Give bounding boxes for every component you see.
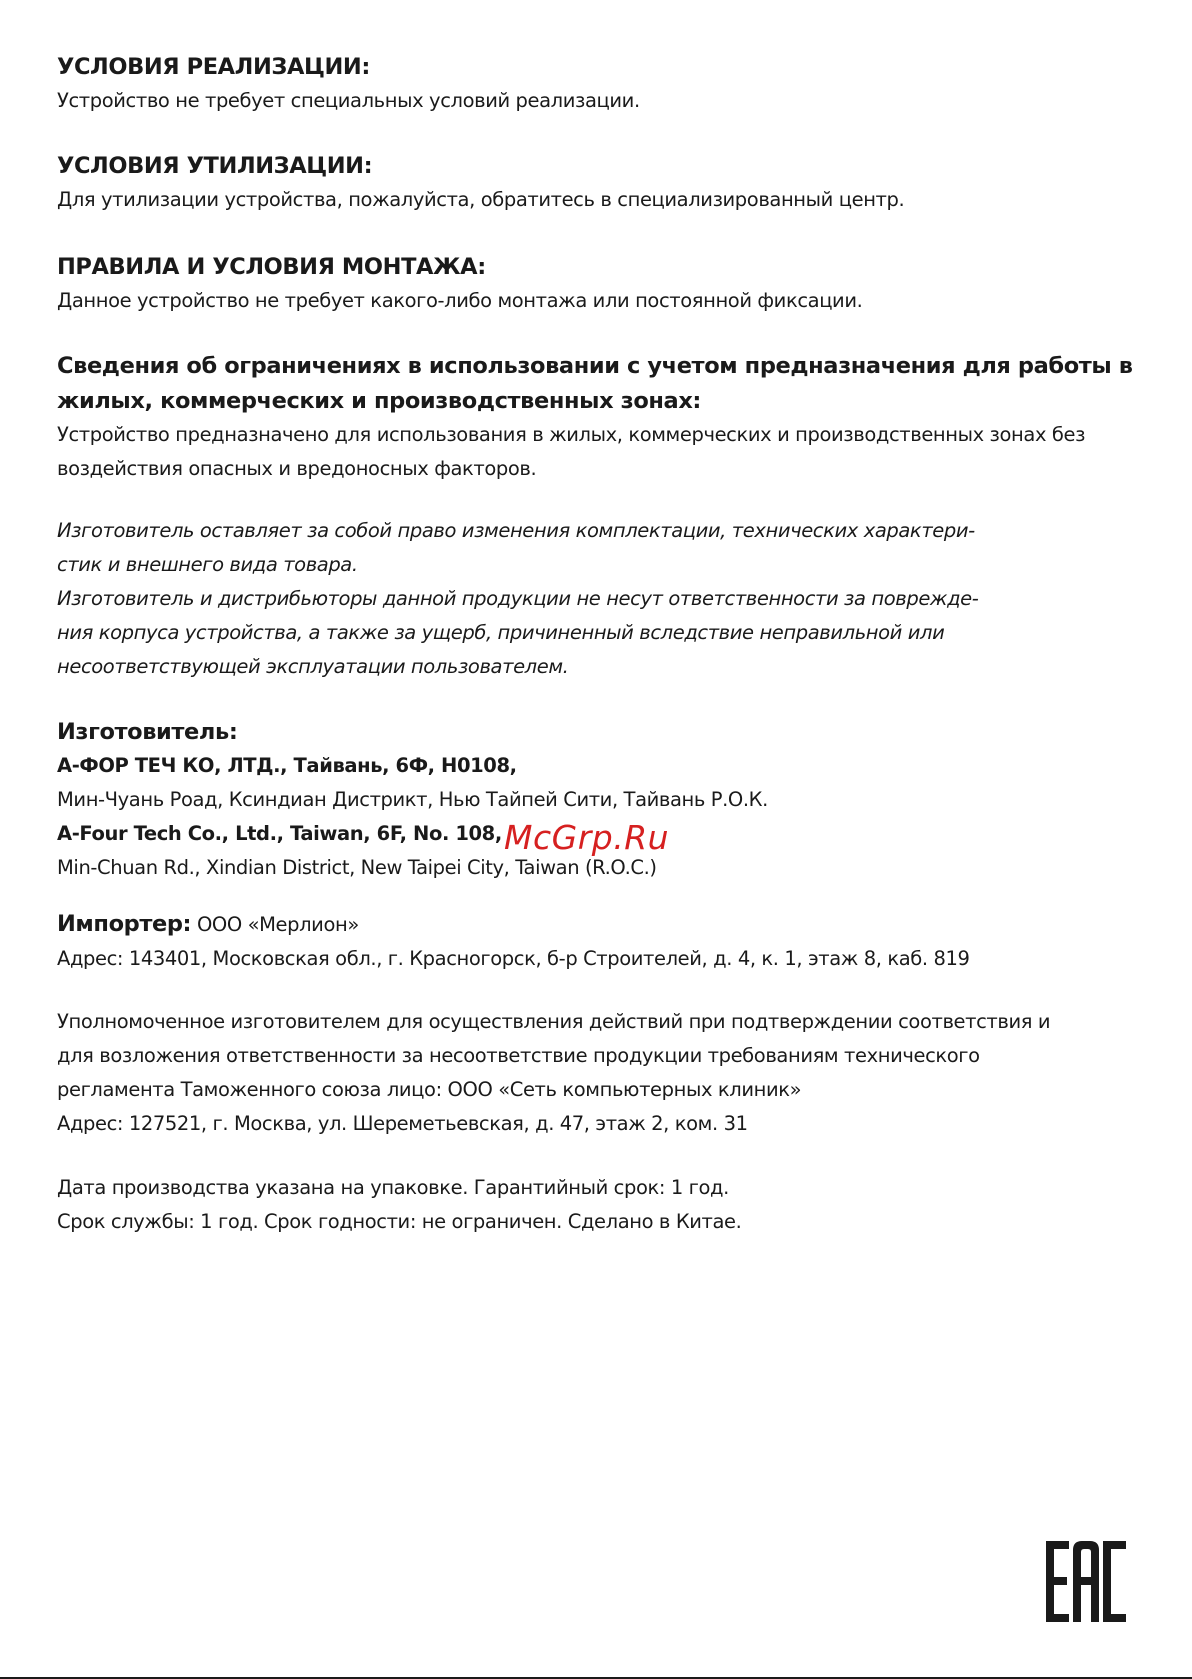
- authorized-address: Адрес: 127521, г. Москва, ул. Шереметьевская, д. 47, этаж 2, ком. 31: [57, 1112, 748, 1135]
- production-line: Срок службы: 1 год. Срок годности: не ограничен. Сделано в Китае.: [57, 1210, 742, 1233]
- importer: [57, 907, 1137, 976]
- section-mounting: [57, 250, 1137, 318]
- importer-name: ООО «Мерлион»: [191, 913, 359, 936]
- manufacturer-label: Изготовитель:: [57, 719, 238, 745]
- section-disposal: [57, 149, 1137, 217]
- manufacturer-line: А-ФОР ТЕЧ КО, ЛТД., Тайвань, 6Ф, Н0108,: [57, 754, 517, 777]
- section-heading-line: Сведения об ограничениях в использовании с учетом предназначения для работы в: [57, 353, 1133, 379]
- authorized-person: [57, 1005, 1137, 1141]
- authorized-line: Уполномоченное изготовителем для осуществления действий при подтверждении соответствия и: [57, 1010, 1051, 1033]
- section-text-line: Устройство предназначено для использования в жилых, коммерческих и производственных зонах без: [57, 423, 1086, 446]
- authorized-line: для возложения ответственности за несоответствие продукции требованиям технического: [57, 1044, 980, 1067]
- section-heading: УСЛОВИЯ УТИЛИЗАЦИИ:: [57, 153, 373, 179]
- manufacturer: [57, 715, 1137, 885]
- watermark: McGrp.Ru: [504, 818, 670, 857]
- manufacturer-line: Мин-Чуань Роад, Ксиндиан Дистрикт, Нью Тайпей Сити, Тайвань Р.О.К.: [57, 788, 768, 811]
- section-text: Устройство не требует специальных условий реализации.: [57, 89, 640, 112]
- disclaimer-line: стик и внешнего вида товара.: [57, 553, 358, 576]
- authorized-line: регламента Таможенного союза лицо: ООО «Сеть компьютерных клиник»: [57, 1078, 802, 1101]
- disclaimer-line: несоответствующей эксплуатации пользователем.: [57, 655, 569, 678]
- section-sale: [57, 50, 1137, 118]
- section-text-line: воздействия опасных и вредоносных факторов.: [57, 457, 537, 480]
- section-heading-line: жилых, коммерческих и производственных зонах:: [57, 388, 702, 414]
- disclaimer-line: ния корпуса устройства, а также за ущерб, причиненный вследствие неправильной или: [57, 621, 945, 644]
- disclaimer-line: Изготовитель оставляет за собой право изменения комплектации, технических характери-: [57, 519, 975, 542]
- importer-label: Импортер:: [57, 911, 192, 937]
- eac-mark-icon: [1046, 1541, 1126, 1622]
- manufacturer-line: Min-Chuan Rd., Xindian District, New Taipei City, Taiwan (R.O.C.): [57, 856, 657, 879]
- section-heading: ПРАВИЛА И УСЛОВИЯ МОНТАЖА:: [57, 254, 486, 280]
- section-restrictions: [57, 348, 1137, 486]
- importer-line: [57, 907, 1137, 942]
- section-heading: УСЛОВИЯ РЕАЛИЗАЦИИ:: [57, 54, 370, 80]
- section-text: Для утилизации устройства, пожалуйста, обратитесь в специализированный центр.: [57, 188, 905, 211]
- production-info: [57, 1171, 1137, 1239]
- production-line: Дата производства указана на упаковке. Гарантийный срок: 1 год.: [57, 1176, 729, 1199]
- section-text: Данное устройство не требует какого-либо монтажа или постоянной фиксации.: [57, 289, 863, 312]
- disclaimer-line: Изготовитель и дистрибьюторы данной продукции не несут ответственности за поврежде-: [57, 587, 979, 610]
- manufacturer-line: A-Four Tech Co., Ltd., Taiwan, 6F, No. 108,: [57, 822, 502, 845]
- importer-address: Адрес: 143401, Московская обл., г. Красногорск, б-р Строителей, д. 4, к. 1, этаж 8, каб. 819: [57, 947, 970, 970]
- disclaimer: [57, 514, 1137, 684]
